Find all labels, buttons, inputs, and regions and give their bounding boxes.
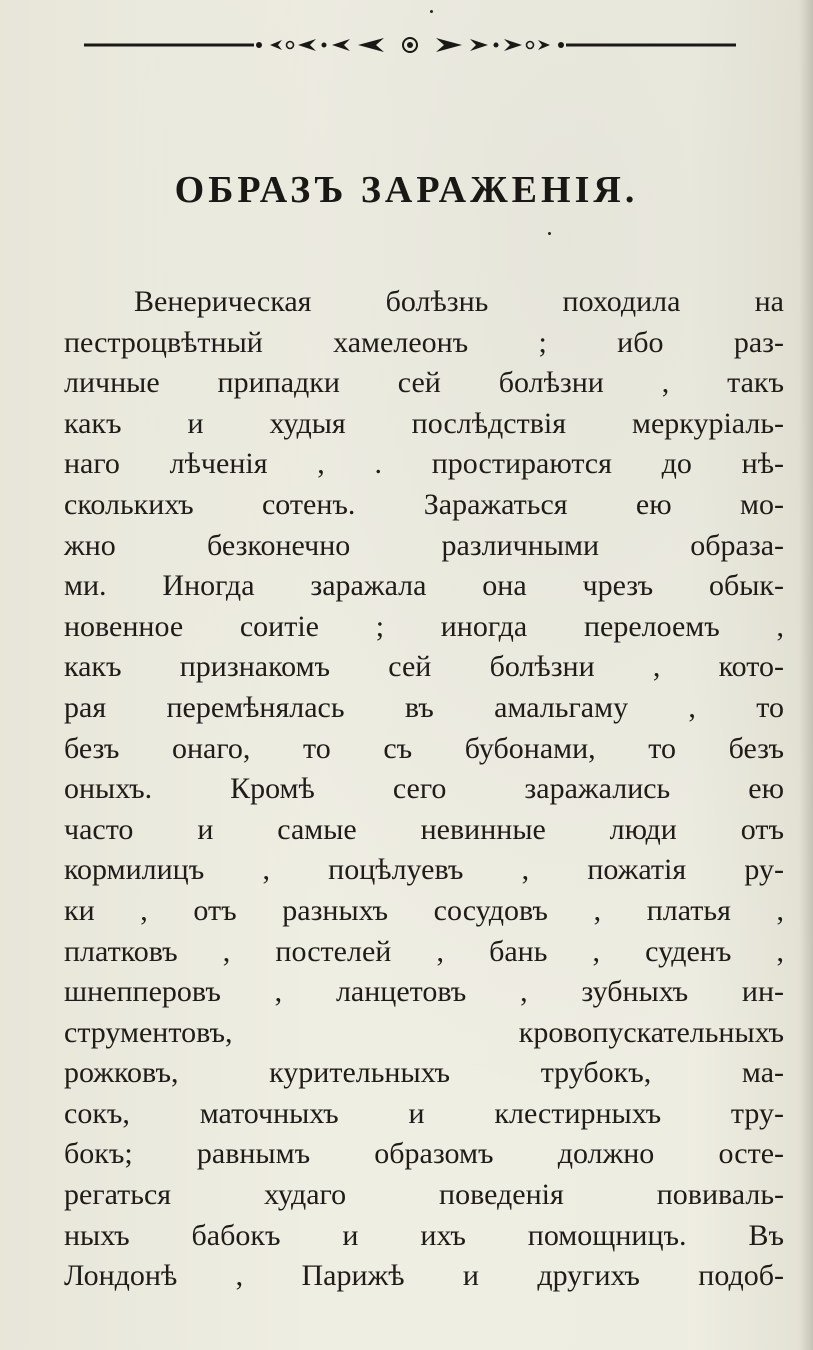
body-paragraph — [64, 282, 784, 1297]
text-line: оныхъ. Кромѣ сего заражались ею — [64, 772, 784, 806]
text-line: сколькихъ сотенъ. Заражаться ею мо- — [64, 487, 784, 521]
header-ornament — [84, 34, 736, 56]
text-line: ми. Иногда заражала она чрезъ обык- — [64, 569, 784, 603]
text-line: рая перемѣнялась въ амальгаму , то — [64, 690, 784, 724]
text-line: Лондонѣ , Парижѣ и другихъ подоб- — [64, 1259, 784, 1293]
text-line: ки , отъ разныхъ сосудовъ , платья , — [64, 893, 784, 927]
paper-speck — [548, 232, 551, 235]
text-line: сокъ, маточныхъ и клестирныхъ тру- — [64, 1096, 784, 1130]
chapter-title: ОБРАЗЪ ЗАРАЖЕНІЯ. — [174, 169, 639, 211]
text-line: рожковъ, курительныхъ трубокъ, ма- — [64, 1056, 784, 1090]
text-line: струментовъ, кровопускательныхъ — [64, 1015, 784, 1049]
text-line: Венерическая болѣзнь походила на — [134, 285, 784, 318]
text-line: безъ онаго, то съ бубонами, то безъ — [64, 731, 784, 765]
text-line: жно безконечно различными образа- — [64, 528, 784, 562]
text-line: новенное соитіе ; иногда перелоемъ , — [64, 609, 784, 643]
text-line: наго лѣченія , . простираются до нѣ- — [64, 447, 784, 481]
text-line: ныхъ бабокъ и ихъ помощницъ. Въ — [64, 1218, 784, 1252]
text-line: платковъ , постелей , бань , суденъ , — [64, 934, 784, 968]
text-line: личные припадки сей болѣзни , такъ — [64, 366, 784, 400]
text-line: бокъ; равнымъ образомъ должно осте- — [64, 1137, 784, 1171]
text-line: шнепперовъ , ланцетовъ , зубныхъ ин- — [64, 975, 784, 1009]
text-line: кормилицъ , поцѣлуевъ , пожатія ру- — [64, 853, 784, 887]
text-line: регаться худаго поведенія повиваль- — [64, 1178, 784, 1212]
text-line: какъ признакомъ сей болѣзни , кото- — [64, 650, 784, 684]
paper-speck — [430, 10, 433, 13]
text-line: пестроцвѣтный хамелеонъ ; ибо раз- — [64, 325, 784, 359]
text-line: какъ и худыя послѣдствія меркуріаль- — [64, 406, 784, 440]
text-line: часто и самые невинные люди отъ — [64, 812, 784, 846]
